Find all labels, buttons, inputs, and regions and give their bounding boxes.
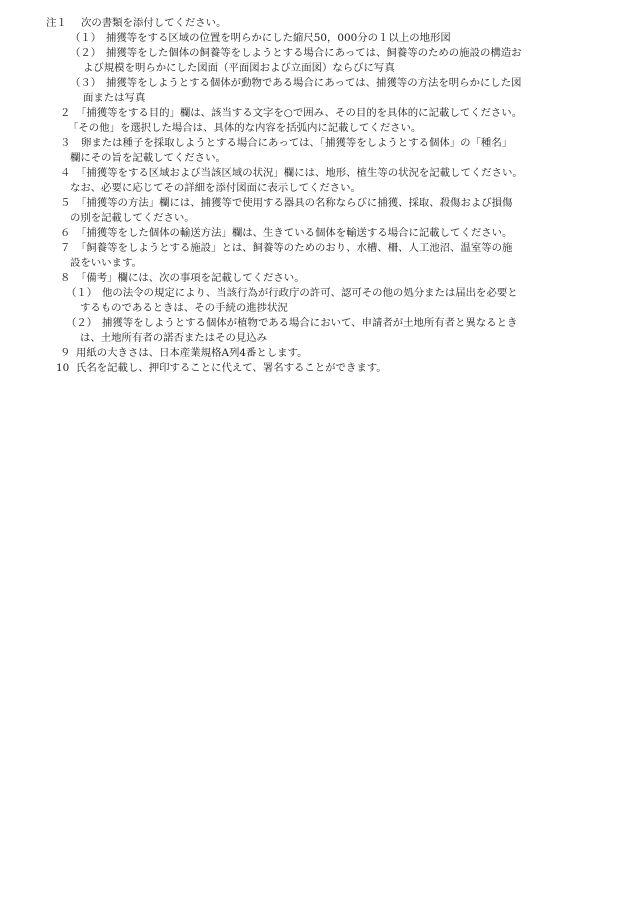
- note-6-marker: ６: [60, 227, 71, 239]
- note-1-sub-2-text-2: よび規模を明らかにした図面（平面図および立面図）ならびに写真: [83, 62, 395, 74]
- note-4-text-1: 「捕獲等をする区域および当該区域の状況」欄には、地形、植生等の状況を記載してください。: [76, 167, 523, 179]
- note-1-text: 次の書類を添付してください。: [81, 17, 227, 29]
- note-1-sub-1-text: 捕獲等をする区域の位置を明らかにした縮尺50，000分の１以上の地形図: [106, 32, 451, 44]
- note-8-sub-1-text-1: 他の法令の規定により、当該行為が行政庁の許可、認可その他の処分または届出を必要と: [102, 287, 518, 299]
- note-2-marker: ２: [60, 107, 71, 119]
- note-7-text-2: 設をいいます。: [70, 257, 142, 269]
- note-1-sub-3-text-2: 面または写真: [83, 92, 146, 104]
- note-10-marker: 10: [56, 362, 70, 374]
- note-5-text-1: 「捕獲等の方法」欄には、捕獲等で使用する器具の名称ならびに捕獲、採取、殺傷および損傷: [76, 197, 513, 209]
- note-1-sub-3-text-1: 捕獲等をしようとする個体が動物である場合にあっては、捕獲等の方法を明らかにした図: [106, 77, 522, 89]
- note-1-marker: 注１: [46, 17, 67, 29]
- note-10-text: 氏名を記載し、押印することに代えて、署名することができます。: [76, 362, 387, 374]
- note-9-text: 用紙の大きさは、日本産業規格A列4番とします。: [76, 347, 308, 359]
- note-8-marker: ８: [60, 272, 71, 284]
- note-3-text-2: 欄にその旨を記載してください。: [70, 152, 226, 164]
- note-8-sub-1-text-2: するものであるときは、その手続の進捗状況: [80, 302, 288, 314]
- note-3-text-1: 卵または種子を採取しようとする場合にあっては、「捕獲等をしようとする個体」の「種名」: [81, 137, 513, 149]
- note-8-sub-2-text-1: 捕獲等をしようとする個体が植物である場合において、申請者が土地所有者と異なるとき: [102, 317, 518, 329]
- note-2-text-1: 「捕獲等をする目的」欄は、該当する文字を○で囲み、その目的を具体的に記載してください。: [76, 107, 523, 119]
- note-5-text-2: の別を記載してください。: [70, 212, 195, 224]
- note-8-text: 「備考」欄には、次の事項を記載してください。: [76, 272, 305, 284]
- note-5-marker: ５: [60, 197, 71, 209]
- note-4-marker: ４: [60, 167, 71, 179]
- note-1-sub-3-marker: （３）: [70, 77, 102, 89]
- note-1-sub-2-text-1: 捕獲等をした個体の飼養等をしようとする場合にあっては、飼養等のための施設の構造お: [106, 47, 522, 59]
- note-4-text-2: なお、必要に応じてその詳細を添付図面に表示してください。: [70, 182, 361, 194]
- note-2-text-2: 「その他」を選択した場合は、具体的な内容を括弧内に記載してください。: [68, 122, 422, 134]
- note-1-sub-2-marker: （２）: [70, 47, 102, 59]
- note-9-marker: ９: [60, 347, 71, 359]
- note-7-marker: ７: [60, 242, 71, 254]
- note-1-sub-1-marker: （１）: [70, 32, 102, 44]
- note-8-sub-2-text-2: は、土地所有者の諾否またはその見込み: [80, 332, 268, 344]
- note-3-marker: ３: [60, 137, 71, 149]
- note-8-sub-1-marker: （１）: [66, 287, 98, 299]
- note-8-sub-2-marker: （２）: [66, 317, 98, 329]
- note-7-text-1: 「飼養等をしようとする施設」とは、飼養等のためのおり、水槽、柵、人工池沼、温室等の施: [76, 242, 513, 254]
- note-6-text: 「捕獲等をした個体の輸送方法」欄は、生きている個体を輸送する場合に記載してください。: [76, 227, 513, 239]
